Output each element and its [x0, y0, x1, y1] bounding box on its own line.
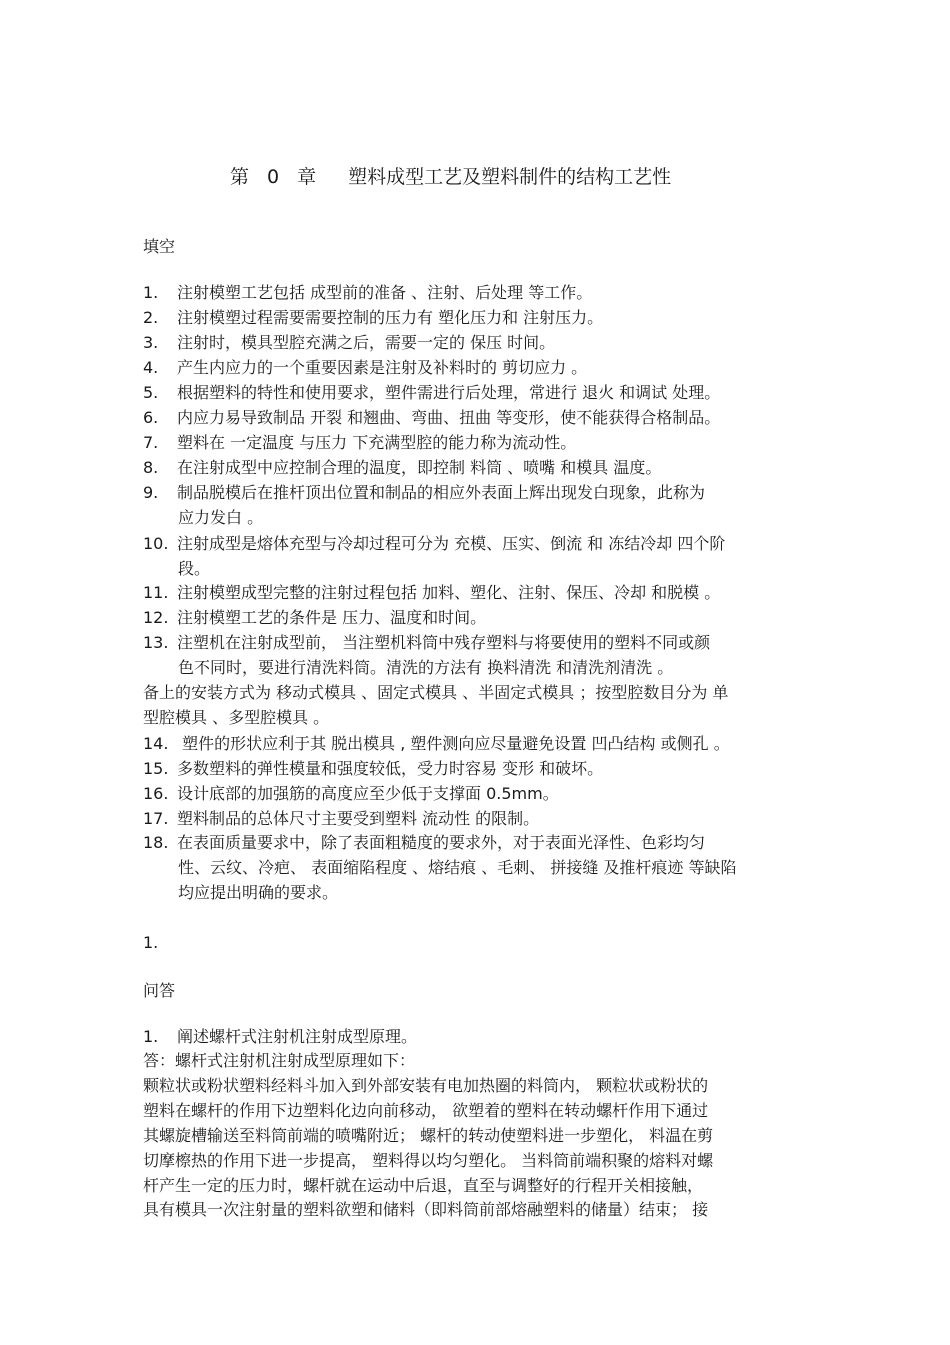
answer-head: 答：螺杆式注射机注射成型原理如下： — [143, 1051, 416, 1070]
answer-line: 切摩檫热的作用下进一步提高， 塑料得以均匀塑化。 当料筒前端积聚的熔料对螺 — [143, 1151, 714, 1170]
section-fill-heading: 填空 — [143, 237, 176, 256]
list-item: 1. 注射模塑工艺包括 成型前的准备 、注射、后处理 等工作。 — [143, 283, 593, 302]
list-item-continuation: 性、云纹、冷疤、 表面缩陷程度 、熔结痕 、毛刺、 拼接缝 及推杆痕迹 等缺陷 — [178, 858, 737, 877]
list-item: 8. 在注射成型中应控制合理的温度，即控制 料筒 、喷嘴 和模具 温度。 — [143, 458, 662, 477]
stray-number: 1. — [143, 933, 159, 952]
list-item: 18. 在表面质量要求中，除了表面粗糙度的要求外，对于表面光泽性、色彩均匀 — [143, 833, 706, 852]
answer-line: 颗粒状或粉状塑料经料斗加入到外部安装有电加热圈的料筒内， 颗粒状或粉状的 — [143, 1076, 709, 1095]
list-item: 17. 塑料制品的总体尺寸主要受到塑料 流动性 的限制。 — [143, 809, 540, 828]
list-item-continuation: 色不同时，要进行清洗料筒。清洗的方法有 换料清洗 和清洗剂清洗 。 — [178, 658, 674, 677]
list-item: 2. 注射模塑过程需要需要控制的压力有 塑化压力和 注射压力。 — [143, 308, 604, 327]
chapter-number: 第 0 章 — [230, 166, 323, 188]
list-item: 14. 塑件的形状应利于其 脱出模具 , 塑件测向应尽量避免设置 凹凸结构 或侧孔 。 — [143, 734, 730, 753]
chapter-heading: 塑料成型工艺及塑料制件的结构工艺性 — [348, 166, 672, 188]
list-item: 12. 注射模塑工艺的条件是 压力、温度和时间。 — [143, 608, 487, 627]
list-item-continuation: 应力发白 。 — [178, 508, 264, 527]
paragraph-line: 备上的安装方式为 移动式模具 、固定式模具 、半固定式模具 ；按型腔数目分为 单 — [143, 683, 729, 702]
list-item-continuation: 段。 — [178, 559, 211, 578]
list-item: 15. 多数塑料的弹性模量和强度较低，受力时容易 变形 和破坏。 — [143, 759, 604, 778]
answer-line: 杆产生一定的压力时，螺杆就在运动中后退，直至与调整好的行程开关相接触， — [143, 1176, 704, 1195]
section-qa-heading: 问答 — [143, 981, 176, 1000]
list-item: 5. 根据塑料的特性和使用要求，塑件需进行后处理，常进行 退火 和调试 处理。 — [143, 383, 721, 402]
answer-line: 其螺旋槽输送至料筒前端的喷嘴附近； 螺杆的转动使塑料进一步塑化， 料温在剪 — [143, 1126, 714, 1145]
paragraph-line: 型腔模具 、多型腔模具 。 — [143, 708, 330, 727]
list-item: 10. 注射成型是熔体充型与冷却过程可分为 充模、压实、倒流 和 冻结冷却 四个阶 — [143, 534, 726, 553]
list-item-continuation: 均应提出明确的要求。 — [178, 883, 339, 902]
list-item: 3. 注射时，模具型腔充满之后，需要一定的 保压 时间。 — [143, 333, 556, 352]
question-item: 1. 阐述螺杆式注射机注射成型原理。 — [143, 1027, 418, 1046]
list-item: 6. 内应力易导致制品 开裂 和翘曲、弯曲、扭曲 等变形，使不能获得合格制品。 — [143, 408, 721, 427]
list-item: 9. 制品脱模后在推杆顶出位置和制品的相应外表面上辉出现发白现象，此称为 — [143, 483, 706, 502]
list-item: 16. 设计底部的加强筋的高度应至少低于支撑面 0.5mm。 — [143, 784, 559, 803]
answer-line: 具有模具一次注射量的塑料欲塑和储料（即料筒前部熔融塑料的储量）结束； 接 — [143, 1200, 709, 1219]
answer-line: 塑料在螺杆的作用下边塑料化边向前移动， 欲塑着的塑料在转动螺杆作用下通过 — [143, 1101, 709, 1120]
chapter-title — [230, 162, 671, 189]
list-item: 11. 注射模塑成型完整的注射过程包括 加料、塑化、注射、保压、冷却 和脱模 。 — [143, 583, 721, 602]
list-item: 7. 塑料在 一定温度 与压力 下充满型腔的能力称为流动性。 — [143, 433, 577, 452]
list-item: 4. 产生内应力的一个重要因素是注射及补料时的 剪切应力 。 — [143, 358, 588, 377]
list-item: 13. 注塑机在注射成型前， 当注塑机料筒中残存塑料与将要使用的塑料不同或颜 — [143, 633, 711, 652]
